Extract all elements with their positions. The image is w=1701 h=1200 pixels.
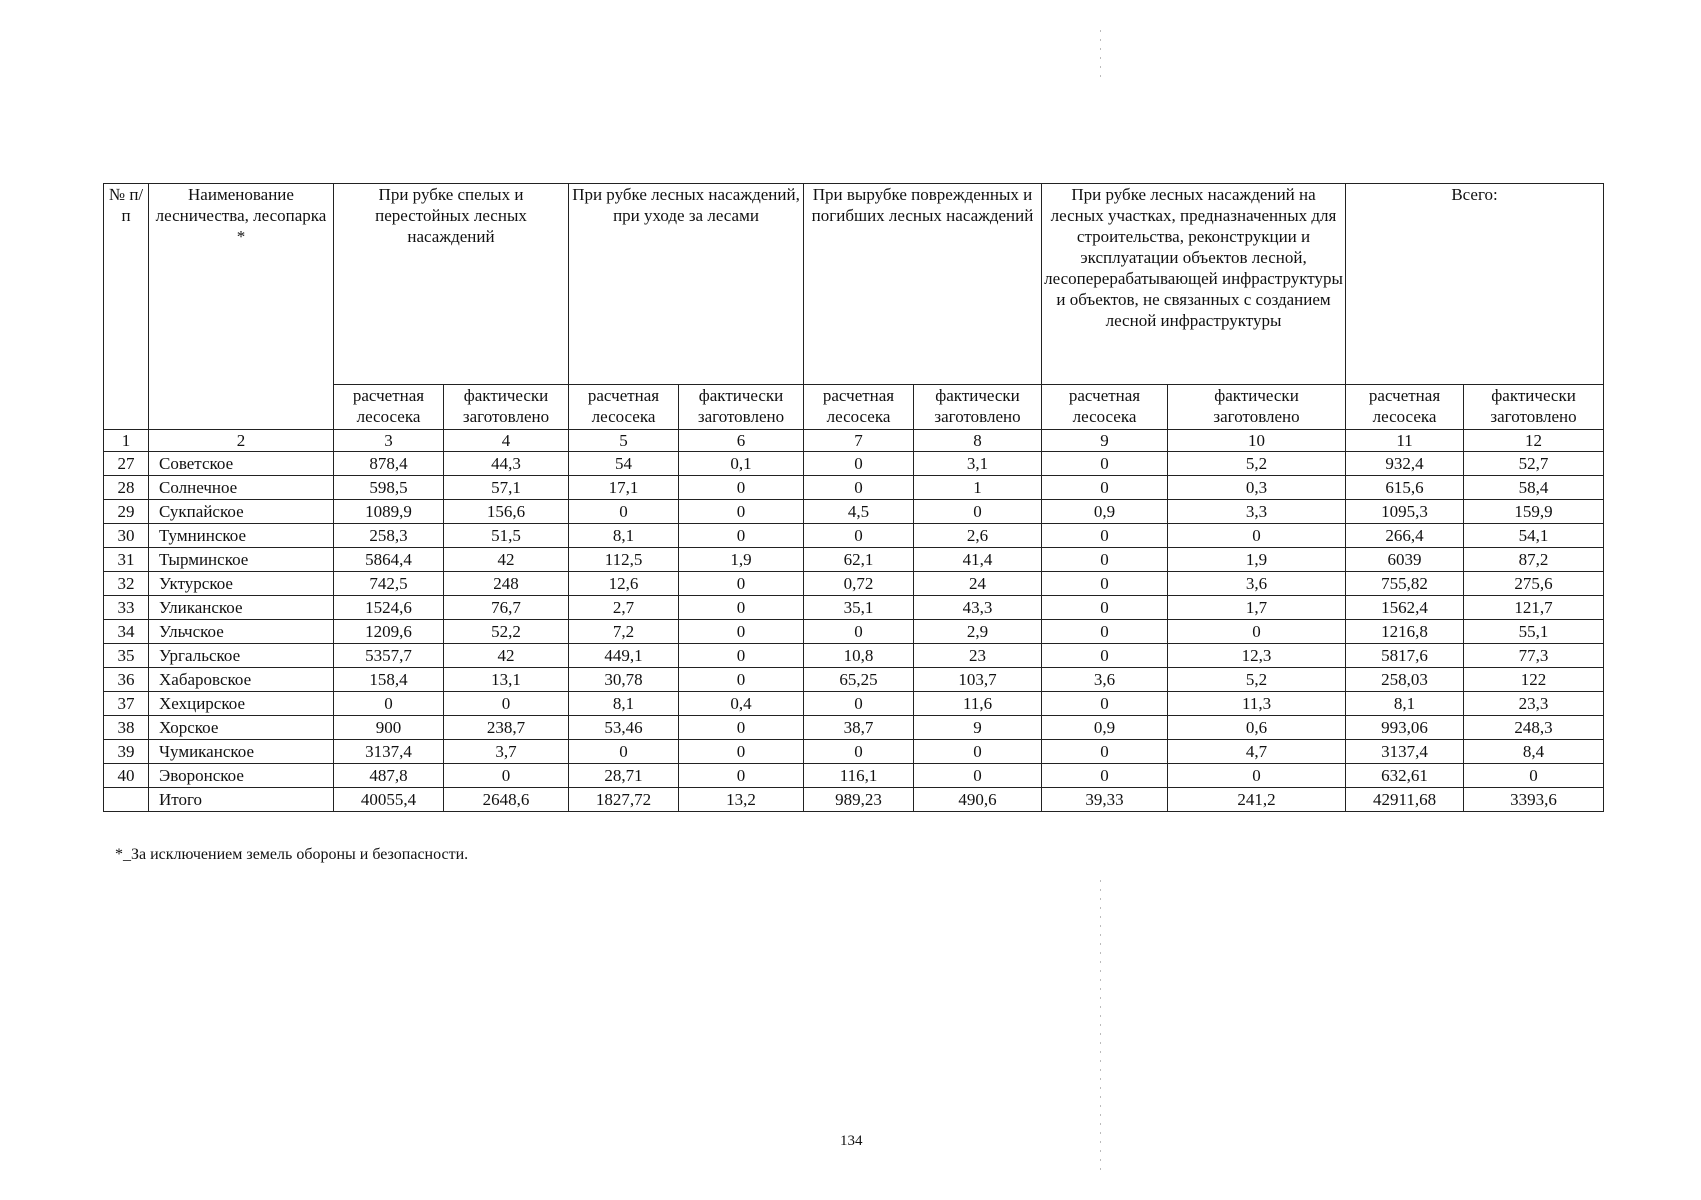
- column-number-row: [104, 430, 1604, 452]
- value-cell: 10,8: [804, 644, 914, 668]
- value-cell: 122: [1464, 668, 1604, 692]
- value-cell: 755,82: [1346, 572, 1464, 596]
- forestry-name: Ургальское: [149, 644, 334, 668]
- header-group-total: Всего:: [1346, 184, 1604, 385]
- value-cell: 0: [679, 764, 804, 788]
- value-cell: 490,6: [914, 788, 1042, 812]
- value-cell: 3,1: [914, 452, 1042, 476]
- forestry-name: Итого: [149, 788, 334, 812]
- value-cell: 0: [914, 764, 1042, 788]
- header-group-4: При рубке лесных насаждений на лесных участках, предназначенных для строительства, реконструкции и эксплуатации объектов лесной, лесоперерабатывающей инфраструктуры и объектов, не связанных с созданием лесной инфраструктуры: [1042, 184, 1346, 385]
- value-cell: 0: [334, 692, 444, 716]
- subheader-fact: фактически заготовлено: [1464, 385, 1604, 430]
- table-row: [104, 620, 1604, 644]
- value-cell: 0: [569, 500, 679, 524]
- value-cell: 0: [1042, 644, 1168, 668]
- value-cell: 158,4: [334, 668, 444, 692]
- value-cell: 3,7: [444, 740, 569, 764]
- value-cell: 23,3: [1464, 692, 1604, 716]
- value-cell: 4,7: [1168, 740, 1346, 764]
- value-cell: 0: [1042, 620, 1168, 644]
- table-row: [104, 692, 1604, 716]
- value-cell: 55,1: [1464, 620, 1604, 644]
- value-cell: 1216,8: [1346, 620, 1464, 644]
- value-cell: 8,4: [1464, 740, 1604, 764]
- row-number: 30: [104, 524, 149, 548]
- value-cell: 2,7: [569, 596, 679, 620]
- value-cell: 11,3: [1168, 692, 1346, 716]
- value-cell: 2648,6: [444, 788, 569, 812]
- scan-artifact: [1100, 880, 1101, 1170]
- value-cell: 54: [569, 452, 679, 476]
- subheader-calc: расчетная лесосека: [804, 385, 914, 430]
- value-cell: 0: [679, 500, 804, 524]
- value-cell: 0: [1042, 476, 1168, 500]
- value-cell: 0: [1042, 452, 1168, 476]
- row-number: 33: [104, 596, 149, 620]
- value-cell: 121,7: [1464, 596, 1604, 620]
- value-cell: 0: [679, 716, 804, 740]
- forestry-name: Уктурское: [149, 572, 334, 596]
- value-cell: 2,9: [914, 620, 1042, 644]
- value-cell: 0: [1042, 524, 1168, 548]
- value-cell: 5817,6: [1346, 644, 1464, 668]
- value-cell: 2,6: [914, 524, 1042, 548]
- subheader-fact: фактически заготовлено: [914, 385, 1042, 430]
- value-cell: 87,2: [1464, 548, 1604, 572]
- value-cell: 0: [679, 644, 804, 668]
- table-row: [104, 716, 1604, 740]
- value-cell: 0,4: [679, 692, 804, 716]
- value-cell: 0: [679, 476, 804, 500]
- value-cell: 0: [1042, 596, 1168, 620]
- value-cell: 1524,6: [334, 596, 444, 620]
- value-cell: 0: [1168, 764, 1346, 788]
- table-body: [104, 452, 1604, 812]
- column-number: 12: [1464, 430, 1604, 452]
- value-cell: 8,1: [1346, 692, 1464, 716]
- value-cell: 900: [334, 716, 444, 740]
- value-cell: 742,5: [334, 572, 444, 596]
- header-group-1: При рубке спелых и перестойных лесных насаждений: [334, 184, 569, 385]
- table-header-row: [104, 184, 1604, 385]
- value-cell: 487,8: [334, 764, 444, 788]
- value-cell: 13,1: [444, 668, 569, 692]
- value-cell: 156,6: [444, 500, 569, 524]
- value-cell: 932,4: [1346, 452, 1464, 476]
- subheader-fact: фактически заготовлено: [444, 385, 569, 430]
- value-cell: 0: [914, 740, 1042, 764]
- forestry-name: Хехцирское: [149, 692, 334, 716]
- value-cell: 5357,7: [334, 644, 444, 668]
- column-number: 8: [914, 430, 1042, 452]
- row-number: 29: [104, 500, 149, 524]
- value-cell: 0: [1042, 548, 1168, 572]
- value-cell: 0: [804, 692, 914, 716]
- value-cell: 6039: [1346, 548, 1464, 572]
- header-number: № п/п: [104, 184, 149, 430]
- value-cell: 615,6: [1346, 476, 1464, 500]
- value-cell: 77,3: [1464, 644, 1604, 668]
- subheader-fact: фактически заготовлено: [679, 385, 804, 430]
- row-number: 34: [104, 620, 149, 644]
- column-number: 2: [149, 430, 334, 452]
- value-cell: 3393,6: [1464, 788, 1604, 812]
- column-number: 3: [334, 430, 444, 452]
- value-cell: 3,6: [1042, 668, 1168, 692]
- forestry-name: Ульчское: [149, 620, 334, 644]
- row-number: 35: [104, 644, 149, 668]
- value-cell: 24: [914, 572, 1042, 596]
- value-cell: 23: [914, 644, 1042, 668]
- value-cell: 878,4: [334, 452, 444, 476]
- forestry-name: Сукпайское: [149, 500, 334, 524]
- value-cell: 0: [804, 524, 914, 548]
- value-cell: 598,5: [334, 476, 444, 500]
- value-cell: 3,3: [1168, 500, 1346, 524]
- value-cell: 42: [444, 644, 569, 668]
- forestry-name: Уликанское: [149, 596, 334, 620]
- value-cell: 0,1: [679, 452, 804, 476]
- value-cell: 0: [1042, 740, 1168, 764]
- forestry-name: Советское: [149, 452, 334, 476]
- value-cell: 12,6: [569, 572, 679, 596]
- value-cell: 38,7: [804, 716, 914, 740]
- column-number: 5: [569, 430, 679, 452]
- table-row: [104, 452, 1604, 476]
- table-row: [104, 572, 1604, 596]
- value-cell: 5,2: [1168, 452, 1346, 476]
- value-cell: 5864,4: [334, 548, 444, 572]
- column-number: 9: [1042, 430, 1168, 452]
- value-cell: 43,3: [914, 596, 1042, 620]
- value-cell: 248: [444, 572, 569, 596]
- value-cell: 241,2: [1168, 788, 1346, 812]
- value-cell: 112,5: [569, 548, 679, 572]
- forestry-name: Тумнинское: [149, 524, 334, 548]
- value-cell: 0: [1168, 524, 1346, 548]
- value-cell: 1089,9: [334, 500, 444, 524]
- value-cell: 8,1: [569, 524, 679, 548]
- footnote: *_За исключением земель обороны и безопасности.: [115, 846, 469, 863]
- value-cell: 0: [804, 740, 914, 764]
- value-cell: 57,1: [444, 476, 569, 500]
- subheader-fact: фактически заготовлено: [1168, 385, 1346, 430]
- forestry-name: Солнечное: [149, 476, 334, 500]
- row-number: 38: [104, 716, 149, 740]
- table-row: [104, 524, 1604, 548]
- row-number: 27: [104, 452, 149, 476]
- value-cell: 0: [1042, 572, 1168, 596]
- column-number: 11: [1346, 430, 1464, 452]
- value-cell: 35,1: [804, 596, 914, 620]
- value-cell: 17,1: [569, 476, 679, 500]
- value-cell: 51,5: [444, 524, 569, 548]
- forestry-name: Хорское: [149, 716, 334, 740]
- value-cell: 41,4: [914, 548, 1042, 572]
- value-cell: 275,6: [1464, 572, 1604, 596]
- value-cell: 11,6: [914, 692, 1042, 716]
- total-row: [104, 788, 1604, 812]
- row-number: [104, 788, 149, 812]
- value-cell: 0: [914, 500, 1042, 524]
- row-number: 28: [104, 476, 149, 500]
- forestry-name: Хабаровское: [149, 668, 334, 692]
- row-number: 37: [104, 692, 149, 716]
- value-cell: 0,3: [1168, 476, 1346, 500]
- value-cell: 1095,3: [1346, 500, 1464, 524]
- column-number: 6: [679, 430, 804, 452]
- value-cell: 52,2: [444, 620, 569, 644]
- value-cell: 1: [914, 476, 1042, 500]
- value-cell: 0: [804, 452, 914, 476]
- page-number: 134: [840, 1133, 863, 1149]
- value-cell: 0: [804, 620, 914, 644]
- value-cell: 42911,68: [1346, 788, 1464, 812]
- value-cell: 0: [679, 572, 804, 596]
- value-cell: 65,25: [804, 668, 914, 692]
- value-cell: 58,4: [1464, 476, 1604, 500]
- row-number: 39: [104, 740, 149, 764]
- table-row: [104, 764, 1604, 788]
- value-cell: 4,5: [804, 500, 914, 524]
- value-cell: 0: [804, 476, 914, 500]
- row-number: 36: [104, 668, 149, 692]
- value-cell: 116,1: [804, 764, 914, 788]
- value-cell: 449,1: [569, 644, 679, 668]
- value-cell: 238,7: [444, 716, 569, 740]
- value-cell: 248,3: [1464, 716, 1604, 740]
- value-cell: 54,1: [1464, 524, 1604, 548]
- subheader-calc: расчетная лесосека: [334, 385, 444, 430]
- column-number: 1: [104, 430, 149, 452]
- value-cell: 0,72: [804, 572, 914, 596]
- value-cell: 1,7: [1168, 596, 1346, 620]
- table-row: [104, 596, 1604, 620]
- value-cell: 0: [1042, 692, 1168, 716]
- forestry-name: Тырминское: [149, 548, 334, 572]
- header-name: Наименование лесничества, лесопарка *: [149, 184, 334, 430]
- column-number: 7: [804, 430, 914, 452]
- value-cell: 0: [444, 764, 569, 788]
- value-cell: 993,06: [1346, 716, 1464, 740]
- subheader-calc: расчетная лесосека: [1042, 385, 1168, 430]
- value-cell: 0: [679, 596, 804, 620]
- table-row: [104, 668, 1604, 692]
- value-cell: 0: [1168, 620, 1346, 644]
- value-cell: 28,71: [569, 764, 679, 788]
- subheader-calc: расчетная лесосека: [1346, 385, 1464, 430]
- value-cell: 30,78: [569, 668, 679, 692]
- value-cell: 159,9: [1464, 500, 1604, 524]
- subheader-calc: расчетная лесосека: [569, 385, 679, 430]
- row-number: 40: [104, 764, 149, 788]
- value-cell: 40055,4: [334, 788, 444, 812]
- value-cell: 632,61: [1346, 764, 1464, 788]
- value-cell: 5,2: [1168, 668, 1346, 692]
- value-cell: 44,3: [444, 452, 569, 476]
- column-number: 10: [1168, 430, 1346, 452]
- value-cell: 8,1: [569, 692, 679, 716]
- value-cell: 0: [679, 668, 804, 692]
- table-row: [104, 644, 1604, 668]
- value-cell: 0: [1464, 764, 1604, 788]
- value-cell: 1827,72: [569, 788, 679, 812]
- value-cell: 3137,4: [1346, 740, 1464, 764]
- value-cell: 0: [444, 692, 569, 716]
- value-cell: 3137,4: [334, 740, 444, 764]
- value-cell: 0,9: [1042, 500, 1168, 524]
- value-cell: 52,7: [1464, 452, 1604, 476]
- value-cell: 1,9: [1168, 548, 1346, 572]
- value-cell: 39,33: [1042, 788, 1168, 812]
- value-cell: 0: [679, 740, 804, 764]
- value-cell: 0: [569, 740, 679, 764]
- value-cell: 53,46: [569, 716, 679, 740]
- scan-artifact: [1100, 30, 1101, 80]
- header-group-2: При рубке лесных насаждений, при уходе за лесами: [569, 184, 804, 385]
- value-cell: 1562,4: [1346, 596, 1464, 620]
- table-row: [104, 740, 1604, 764]
- value-cell: 258,3: [334, 524, 444, 548]
- value-cell: 9: [914, 716, 1042, 740]
- value-cell: 7,2: [569, 620, 679, 644]
- row-number: 31: [104, 548, 149, 572]
- value-cell: 1,9: [679, 548, 804, 572]
- value-cell: 103,7: [914, 668, 1042, 692]
- value-cell: 266,4: [1346, 524, 1464, 548]
- table-row: [104, 548, 1604, 572]
- value-cell: 3,6: [1168, 572, 1346, 596]
- value-cell: 12,3: [1168, 644, 1346, 668]
- row-number: 32: [104, 572, 149, 596]
- value-cell: 62,1: [804, 548, 914, 572]
- value-cell: 42: [444, 548, 569, 572]
- value-cell: 1209,6: [334, 620, 444, 644]
- value-cell: 0,6: [1168, 716, 1346, 740]
- forestry-table: [103, 183, 1604, 812]
- value-cell: 258,03: [1346, 668, 1464, 692]
- table-row: [104, 500, 1604, 524]
- forestry-name: Чумиканское: [149, 740, 334, 764]
- value-cell: 76,7: [444, 596, 569, 620]
- value-cell: 0,9: [1042, 716, 1168, 740]
- value-cell: 13,2: [679, 788, 804, 812]
- table-row: [104, 476, 1604, 500]
- header-group-3: При вырубке поврежденных и погибших лесных насаждений: [804, 184, 1042, 385]
- value-cell: 0: [1042, 764, 1168, 788]
- value-cell: 989,23: [804, 788, 914, 812]
- column-number: 4: [444, 430, 569, 452]
- forestry-name: Эворонское: [149, 764, 334, 788]
- value-cell: 0: [679, 620, 804, 644]
- value-cell: 0: [679, 524, 804, 548]
